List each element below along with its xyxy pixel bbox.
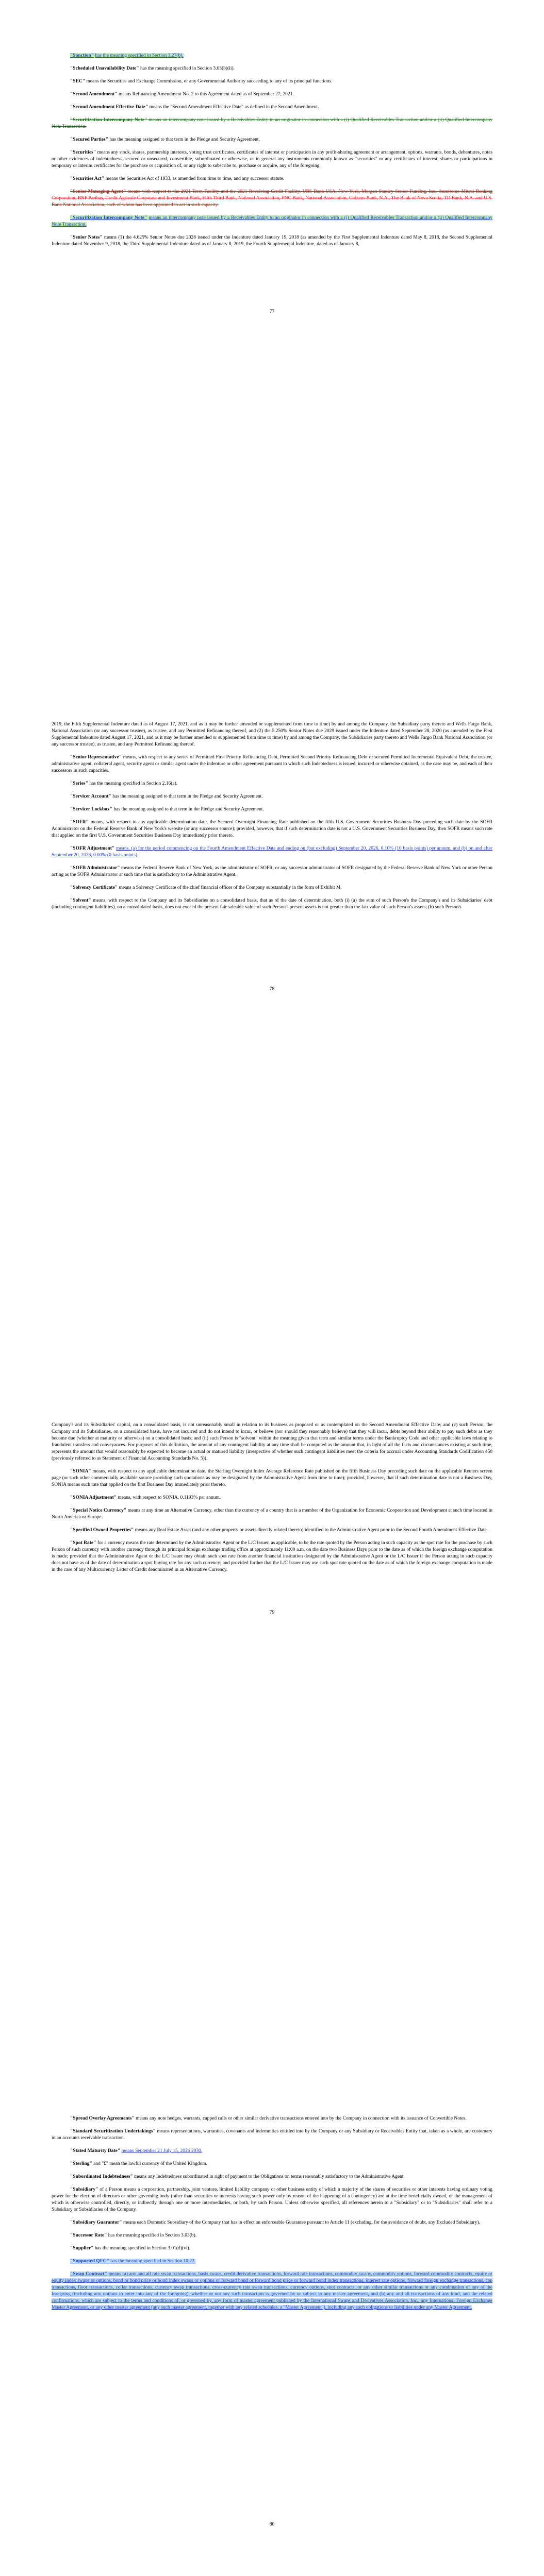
- document-page-78: [0, 690, 544, 1401]
- definition-text: means September 21 July 15, 2026 2030.: [121, 2148, 203, 2154]
- defined-term: Stated Maturity Date: [73, 2148, 118, 2154]
- definition-text: has the meaning assigned to that term in the Pledge and Security Agreement.: [113, 807, 264, 812]
- definition-text: means a Solvency Certificate of the chief financial officer of the Company substantially in the form of Exhibit M.: [119, 885, 342, 890]
- definition-text: has the meaning specified in Section 3.03(b).: [108, 2233, 197, 2238]
- definition-text: means each Domestic Subsidiary of the Company that has in effect an enforceable Guarantee pursuant to Article 11 (excluding, for the avoidance of doubt, any Excluded Subsidiary).: [123, 2220, 480, 2225]
- definition-text: means an intercompany note issued by a Receivables Entity to an originator in connection with a (i) Qualified Receivables Transaction and/or a (ii) Qualified Intercompany Note Transaction.: [52, 215, 493, 227]
- page-body: [52, 721, 492, 917]
- definition-sofr: "SOFR" means, with respect to any applicable determination date, the Secured Overnight Financing Rate published on the fifth U.S. Government Securities Business Day preceding such date by the SOFR Administrator on the Federal Reserve Bank of New York's website (or any successor source); provided, however, that if such determination date is not a U.S. Government Securities Business Day, then SOFR means such rate that applied on the first U.S. Government Securities Business Day immediately prior thereto.: [52, 820, 492, 838]
- definition-text: has the meaning assigned to that term in the Pledge and Security Agreement.: [112, 794, 263, 799]
- defined-term: Supported QFC: [73, 2259, 107, 2264]
- definition-sonia-adjustment: "SONIA Adjustment" means, with respect to SONIA, 0.1193% per annum.: [70, 1495, 221, 1500]
- definition-text: means, (a) for the period commencing on the Fourth Amendment Effective Date and ending on (but excluding) September 20, 2026, 0.10% (10 basis points) per annum, and (b) on and after September 20, 2026, 0.00% (0 basis points).: [52, 846, 493, 858]
- defined-term: Sanction: [73, 53, 91, 58]
- defined-term: Securitization Intercompany Note: [73, 117, 144, 123]
- defined-term: Subsidiary Guarantor: [73, 2220, 120, 2225]
- definition-supported-qfc: "Supported QFC" has the meaning specified in Section 10.22.: [70, 2259, 196, 2264]
- defined-term: Standard Securitization Undertakings: [73, 2129, 153, 2134]
- definition-text: has the meaning specified in Section 3.03(b)(ii).: [140, 66, 235, 71]
- defined-term: SONIA Adjustment: [73, 1495, 114, 1500]
- definition-subsidiary: "Subsidiary" of a Person means a corporation, partnership, joint venture, limited liability company or other business entity of which a majority of the shares of securities or other interests having ordinary voting power for the election of directors or other governing body (other than securities or interests having such power only by reason of the happening of a contingency) are at the time beneficially owned, or the management of which is otherwise controlled, directly, or indirectly through one or more intermediaries, or both, by such Person. Unless otherwise specified, all references herein to a "Subsidiary" or to "Subsidiaries" shall refer to a Subsidiary or Subsidiaries of the Company.: [52, 2187, 492, 2212]
- defined-term: SOFR Adjustment: [73, 846, 112, 851]
- definition-subordinated-indebtedness: "Subordinated Indebtedness" means any Indebtedness subordinated in right of payment to the Obligations on terms reasonably satisfactory to the Administrative Agent.: [70, 2174, 405, 2179]
- defined-term: Special Notice Currency: [73, 1508, 124, 1513]
- definition-sterling: "Sterling" and "£" mean the lawful currency of the United Kingdom.: [70, 2161, 208, 2166]
- definition-text: has the meaning specified in Section 3.27(b).: [95, 53, 184, 58]
- definition-securitization-intercompany-note-added: "Securitization Intercompany Note" means an intercompany note issued by a Receivables Entity to an originator in connection with a (i) Qualified Receivables Transaction and/or a (ii) Qualified Intercompany Note Transaction.: [52, 215, 493, 227]
- defined-term: Series: [73, 781, 86, 786]
- definition-scheduled-unavailability-date: "Scheduled Unavailability Date" has the meaning specified in Section 3.03(b)(ii).: [70, 66, 235, 71]
- definition-securities-act: "Securities Act" means the Securities Act of 1933, as amended from time to time, and any successor statute.: [70, 176, 285, 181]
- defined-term: Specified Owned Properties: [73, 1528, 131, 1533]
- definition-text: means the Federal Reserve Bank of New York, as the administrator of SOFR, or any successor administrator of SOFR designated by the Federal Reserve Bank of New York or other Person acting as the SOFR Administrator at such time that is satisfactory to the Administrative Agent.: [52, 866, 493, 877]
- definition-text: means (a) any and all rate swap transactions, basis swaps, credit derivative transactions, forward rate transactions, commodity swaps, commodity options, forward commodity contracts, equity or equity index swaps or options, bond or bond price or bond index swaps or options or forward bond or forward bond price or forward bond index transactions, interest rate options, forward foreign exchange transactions, cap transactions, floor transactions, collar transactions, currency swap transactions, cross-currency rate swap transactions, currency options, spot contracts, or any other similar transactions or any combination of any of the foregoing (including any options to enter into any of the foregoing), whether or not any such transaction is governed by or subject to any master agreement, and (b) any and all transactions of any kind, and the related confirmations, which are subject to the terms and conditions of, or governed by, any form of master agreement published by the International Swaps and Derivatives Association, Inc., any International Foreign Exchange Master Agreement, or any other master agreement (any such master agreement, together with any related schedules, a "Master Agreement"), including any such obligations or liabilities under any Master Agreement.: [52, 2272, 493, 2310]
- definition-text: means any note hedges, warrants, capped calls or other similar derivative transactions entered into by the Company in connection with its issuance of Convertible Notes.: [136, 2116, 467, 2121]
- defined-term: SONIA: [73, 1469, 89, 1474]
- definition-secured-parties: "Secured Parties" has the meaning assigned to that term in the Pledge and Security Agreement.: [70, 137, 260, 142]
- definition-sonia: "SONIA" means, with respect to any applicable determination date, the Sterling Overnight Index Average Reference Rate published on the fifth Business Day preceding such date on the applicable Reuters screen page (or such other commercially available source providing such quotations as may be designated by the Administrative Agent from time to time); provided, however, that if such determination date is not a Business Day, SONIA means such rate that applied on the first Business Day immediately prior thereto.: [52, 1469, 493, 1487]
- definition-text: means the Securities Act of 1933, as amended from time to time, and any successor statute.: [105, 176, 285, 181]
- page-number: 78: [269, 987, 275, 992]
- definition-text: means (1) the 4.625% Senior Notes due 2028 issued under the Indenture dated January 19, 2018 (as amended by the First Supplemental Indenture dated May 8, 2018, the Second Supplemental Indenture dated November 9, 2018, the Third Supplemental Indenture dated as of January 8, 2019, the Fourth Supplemental Indenture, dated as of January 8,: [52, 235, 493, 247]
- definition-sanction: "Sanction" has the meaning specified in Section 3.27(b).: [70, 53, 184, 58]
- document-page-80: [0, 2112, 544, 2576]
- defined-term: Subsidiary: [73, 2187, 96, 2192]
- defined-term: Second Amendment: [73, 92, 115, 97]
- defined-term: Senior Notes: [73, 235, 100, 240]
- definition-swap-contract: "Swap Contract" means (a) any and all rate swap transactions, basis swaps, credit derivative transactions, forward rate transactions, commodity swaps, commodity options, forward commodity contracts, equity or equity index swaps or options, bond or bond price or bond index swaps or options or forward bond or forward bond price or forward bond index transactions, interest rate options, forward foreign exchange transactions, cap transactions, floor transactions, collar transactions, currency swap transactions, cross-currency rate swap transactions, currency options, spot contracts, or any other similar transactions or any combination of any of the foregoing (including any options to enter into any of the foregoing), whether or not any such transaction is governed by or subject to any master agreement, and (b) any and all transactions of any kind, and the related confirmations, which are subject to the terms and conditions of, or governed by, any form of master agreement published by the International Swaps and Derivatives Association, Inc., any International Foreign Exchange Master Agreement, or any other master agreement (any such master agreement, together with any related schedules, a "Master Agreement"), including any such obligations or liabilities under any Master Agreement.: [52, 2272, 493, 2310]
- definition-special-notice-currency: "Special Notice Currency" means at any time an Alternative Currency, other than the currency of a country that is a member of the Organization for Economic Cooperation and Development at such time located in North America or Europe.: [52, 1508, 493, 1520]
- definition-senior-representative: "Senior Representative" means, with respect to any series of Permitted First Priority Refinancing Debt, Permitted Second Priority Refinancing Debt or secured Permitted Incremental Equivalent Debt, the trustee, administrative agent, collateral agent, security agent or similar agent under the indenture or other agreement pursuant to which such Indebtedness is issued, incurred or otherwise obtained, as the case may be, and each of their successors in such capacities.: [52, 755, 492, 773]
- definition-text: means Refinancing Amendment No. 2 to this Agreement dated as of September 27, 2021.: [118, 92, 294, 97]
- definition-text: means at any time an Alternative Currency, other than the currency of a country that is a member of the Organization for Economic Cooperation and Development at such time located in North America or Europe.: [52, 1508, 493, 1520]
- document-page-79: [0, 1401, 544, 2112]
- definition-stated-maturity-date: "Stated Maturity Date" means September 21 July 15, 2026 2030.: [70, 2148, 203, 2154]
- defined-term: Sterling: [73, 2161, 90, 2166]
- defined-term: Supplier: [73, 2246, 91, 2251]
- definition-text: means with respect to the 2021 Term Facility and the 2021 Revolving Credit Facility, UBS Bank USA, New York, Morgan Stanley Senior Funding, Inc., Sumitomo Mitsui Banking Corporation, BNP Paribas, Credit Agricole Corporate and Investment Bank, Fifth Third Bank, National Association, PNC Bank, National Association, Citizens Bank, N.A., The Bank of Nova Scotia, TD Bank, N.A. and U.S. Bank National Association, each of whom has been appointed to act in such capacity.: [52, 189, 493, 208]
- definition-servicer-account: "Servicer Account" has the meaning assigned to that term in the Pledge and Security Agreement.: [70, 794, 263, 799]
- definition-sofr-adjustment: "SOFR Adjustment" means, (a) for the period commencing on the Fourth Amendment Effective Date and ending on (but excluding) September 20, 2026, 0.10% (10 basis points) per annum, and (b) on and after September 20, 2026, 0.00% (0 basis points).: [52, 846, 493, 858]
- definition-sec: "SEC" means the Securities and Exchange Commission, or any Governmental Authority succeeding to any of its principal functions.: [70, 79, 333, 84]
- definition-text: Company's and its Subsidiaries' capital, on a consolidated basis, is not unreasonably small in relation to its business as proposed or as contemplated on the Second Amendment Effective Date; and (c) such Person, the Company and its Subsidiaries, on a consolidated basis, have not incurred and do not intend to incur, or believe (nor should they reasonably believe) that they will incur, debts beyond their ability to pay such debts as they become due (whether at maturity or otherwise) on a consolidated basis; and (ii) such Person is "solvent" within the meaning given that term and similar terms under the Bankruptcy Code and other applicable laws relating to fraudulent transfers and conveyances. For purposes of this definition, the amount of any contingent liability at any time shall be computed as the amount that, in light of all the facts and circumstances existing at such time, represents the amount that would reasonably be expected to become an actual or matured liability (irrespective of whether such contingent liabilities meet the criteria for accrual under Accounting Standards Codification 450 (previously referred to as Statement of Financial Accounting Standards No. 5)).: [52, 1422, 492, 1461]
- definition-text: means, with respect to any applicable determination date, the Secured Overnight Financing Rate published on the fifth U.S. Government Securities Business Day preceding such date by the SOFR Administrator on the Federal Reserve Bank of New York's website (or any successor source); provided, however, that if such determination date is not a U.S. Government Securities Business Day, then SOFR means such rate that applied on the first U.S. Government Securities Business Day immediately prior thereto.: [52, 820, 492, 838]
- definition-text: has the meaning specified in Section 10.22.: [110, 2259, 196, 2264]
- definition-spot-rate: "Spot Rate" for a currency means the rate determined by the Administrative Agent or the L/C Issuer, as applicable, to be the rate quoted by the Person acting in such capacity as the spot rate for the purchase by such Person of such currency with another currency through its principal foreign exchange trading office at approximately 11:00 a.m. on the date two Business Days prior to the date as of which the foreign exchange computation is made; provided that the Administrative Agent or the L/C Issuer may obtain such spot rate from another financial institution designated by the Administrative Agent or the L/C Issuer if the Person acting in such capacity does not have as of the date of determination a spot buying rate for any such currency; and provided further that the L/C Issuer may use such spot rate quoted on the date as of which the foreign exchange computation is made in the case of any Multicurrency Letter of Credit denominated in an Alternative Currency.: [52, 1540, 493, 1572]
- defined-term: Subordinated Indebtedness: [73, 2174, 130, 2179]
- definition-sofr-administrator: "SOFR Administrator" means the Federal Reserve Bank of New York, as the administrator of SOFR, or any successor administrator of SOFR designated by the Federal Reserve Bank of New York or other Person acting as the SOFR Administrator at such time that is satisfactory to the Administrative Agent.: [52, 866, 493, 877]
- definition-senior-notes: "Senior Notes" means (1) the 4.625% Senior Notes due 2028 issued under the Indenture dated January 19, 2018 (as amended by the First Supplemental Indenture dated May 8, 2018, the Second Supplemental Indenture dated November 9, 2018, the Third Supplemental Indenture dated as of January 8, 2019, the Fourth Supplemental Indenture, dated as of January 8,: [52, 235, 493, 247]
- definition-text: has the meaning specified in Section 3.01(d)(vi).: [94, 2246, 190, 2251]
- definition-specified-owned-properties: "Specified Owned Properties" means any Real Estate Asset (and any other property or assets directly related thereto) identified to the Administrative Agent prior to the Second Fourth Amendment Effective Date.: [70, 1528, 488, 1533]
- defined-term: Successor Rate: [73, 2233, 105, 2238]
- defined-term: Servicer Account: [73, 794, 109, 799]
- page-body: [52, 2115, 492, 2317]
- defined-term: Solvent: [73, 898, 89, 903]
- definition-text: 2019, the Fifth Supplemental Indenture dated as of August 17, 2021, and as it may be further amended or supplemented from time to time) by and among the Company, the Subsidiary party thereto and Wells Fargo Bank, National Association (or any successor trustee), as trustee, and any Permitted Refinancing thereof, and (2) the 5.250% Senior Notes due 2029 issued under the Indenture dated September 28, 2020 (as amended by the First Supplemental Indenture dated August 17, 2021, and as it may be further amended or supplemented from time to time) by and among the Company, the Subsidiaries party thereto and Wells Fargo Bank National Association (or any successor trustee), as trustee, and any Permitted Refinancing thereof.: [52, 722, 492, 747]
- definition-successor-rate: "Successor Rate" has the meaning specified in Section 3.03(b).: [70, 2233, 197, 2238]
- definition-supplier: "Supplier" has the meaning specified in Section 3.01(d)(vi).: [70, 2246, 190, 2251]
- definition-text: has the meaning specified in Section 2.16(a).: [89, 781, 178, 786]
- page-number: 77: [269, 309, 275, 314]
- definition-subsidiary-guarantor: "Subsidiary Guarantor" means each Domestic Subsidiary of the Company that has in effect an enforceable Guarantee pursuant to Article 11 (excluding, for the avoidance of doubt, any Excluded Subsidiary).: [70, 2220, 480, 2225]
- definition-text: means any Indebtedness subordinated in right of payment to the Obligations on terms reasonably satisfactory to the Administrative Agent.: [134, 2174, 405, 2179]
- defined-term: Second Amendment Effective Date: [73, 105, 145, 110]
- definition-text: means the Securities and Exchange Commission, or any Governmental Authority succeeding to any of its principal functions.: [86, 79, 333, 84]
- defined-term: Secured Parties: [73, 137, 106, 142]
- defined-term: SEC: [73, 79, 83, 84]
- definition-text: means, with respect to any applicable determination date, the Sterling Overnight Index Average Reference Rate published on the fifth Business Day preceding such date on the applicable Reuters screen page (or such other commercially available source providing such quotations as may be designated by the Administrative Agent from time to time); provided, however, that if such determination date is not a Business Day, SONIA means such rate that applied on the first Business Day immediately prior thereto.: [52, 1469, 493, 1487]
- defined-term: Scheduled Unavailability Date: [73, 66, 137, 71]
- definition-text: means an intercompany note issued by a Receivables Entity to an originator in connection with a (i) Qualified Receivables Transaction and/or a (ii) Qualified Intercompany Note Transaction.: [52, 117, 493, 129]
- defined-term: Senior Managing Agent: [73, 189, 123, 194]
- defined-term: Senior Representative: [73, 755, 119, 760]
- definition-text: and "£" mean the lawful currency of the United Kingdom.: [93, 2161, 208, 2166]
- senior-notes-continued: [52, 721, 492, 748]
- defined-term: Securitization Intercompany Note: [73, 215, 144, 221]
- defined-term: Solvency Certificate: [73, 885, 115, 890]
- definition-second-amendment: "Second Amendment" means Refinancing Amendment No. 2 to this Agreement dated as of September 27, 2021.: [70, 92, 294, 97]
- definition-text: means, with respect to the Company and its Subsidiaries on a consolidated basis, that as of the date of determination, both (i) (a) the sum of such Person's the Company's and its Subsidiaries' debt (including contingent liabilities), on a consolidated basis, does not exceed the present fair saleable value of such Person's present assets is not greater than the fair value of such Person's assets; (b) such Person's: [52, 898, 493, 910]
- defined-term: Servicer Lockbox: [73, 807, 110, 812]
- solvent-continued: [52, 1422, 492, 1462]
- definition-text: for a currency means the rate determined by the Administrative Agent or the L/C Issuer, as applicable, to be the rate quoted by the Person acting in such capacity as the spot rate for the purchase by such Person of such currency with another currency through its principal foreign exchange trading office at approximately 11:00 a.m. on the date two Business Days prior to the date as of which the foreign exchange computation is made; provided that the Administrative Agent or the L/C Issuer may obtain such spot rate from another financial institution designated by the Administrative Agent or the L/C Issuer if the Person acting in such capacity does not have as of the date of determination a spot buying rate for any such currency; and provided further that the L/C Issuer may use such spot rate quoted on the date as of which the foreign exchange computation is made in the case of any Multicurrency Letter of Credit denominated in an Alternative Currency.: [52, 1540, 493, 1572]
- definition-text: means, with respect to SONIA, 0.1193% per annum.: [118, 1495, 221, 1500]
- definition-text: has the meaning assigned to that term in the Pledge and Security Agreement.: [109, 137, 260, 142]
- definition-text: means representations, warranties, covenants and indemnities entitled into by the Company or any Subsidiary or Receivables Entity that, taken as a whole, are customary in an accounts receivable transaction.: [52, 2129, 492, 2141]
- defined-term: Spread Overlay Agreements: [73, 2116, 132, 2121]
- definition-solvent: "Solvent" means, with respect to the Company and its Subsidiaries on a consolidated basis, that as of the date of determination, both (i) (a) the sum of such Person's the Company's and its Subsidiaries' debt (including contingent liabilities), on a consolidated basis, does not exceed the present fair saleable value of such Person's present assets is not greater than the fair value of such Person's assets; (b) such Person's: [52, 898, 493, 910]
- defined-term: Swap Contract: [73, 2272, 105, 2277]
- defined-term: SOFR: [73, 820, 86, 825]
- definition-securitization-intercompany-note-deleted: "Securitization Intercompany Note" means an intercompany note issued by a Receivables Entity to an originator in connection with a (i) Qualified Receivables Transaction and/or a (ii) Qualified Intercompany Note Transaction.: [52, 117, 493, 129]
- defined-term: Securities: [73, 150, 93, 155]
- page-number: 79: [269, 1610, 275, 1615]
- page-body: [52, 1422, 492, 1580]
- definition-text: means any Real Estate Asset (and any other property or assets directly related thereto) identified to the Administrative Agent prior to the Second Fourth Amendment Effective Date.: [135, 1528, 488, 1533]
- defined-term: Spot Rate: [73, 1540, 94, 1546]
- document-page-77: [0, 0, 544, 690]
- defined-term: Securities Act: [73, 176, 102, 181]
- definition-solvency-certificate: "Solvency Certificate" means a Solvency Certificate of the chief financial officer of the Company substantially in the form of Exhibit M.: [70, 885, 342, 890]
- definition-securities: "Securities" means any stock, shares, partnership interests, voting trust certificates, certificates of interest or participation in any profit-sharing agreement or arrangement, options, warrants, bonds, debentures, notes or other evidences of indebtedness, secured or unsecured, convertible, subordinated or otherwise, or in general any instruments commonly known as "securities" or any certificates of interest, shares or participations in temporary or interim certificates for the purchase or acquisition of, or any right to subscribe to, purchase or acquire, any of the foregoing.: [52, 150, 493, 168]
- definition-second-amendment-effective-date: "Second Amendment Effective Date" means the "Second Amendment Effective Date" as defined in the Second Amendment.: [70, 105, 319, 110]
- defined-term: SOFR Administrator: [73, 866, 118, 871]
- definition-text: means any stock, shares, partnership interests, voting trust certificates, certificates of interest or participation in any profit-sharing agreement or arrangement, options, warrants, bonds, debentures, notes or other evidences of indebtedness, secured or unsecured, convertible, subordinated or otherwise, or in general any instruments commonly known as "securities" or any certificates of interest, shares or participations in temporary or interim certificates for the purchase or acquisition of, or any right to subscribe to, purchase or acquire, any of the foregoing.: [52, 150, 493, 168]
- definition-series: "Series" has the meaning specified in Section 2.16(a).: [70, 781, 178, 786]
- definition-text: means, with respect to any series of Permitted First Priority Refinancing Debt, Permitted Second Priority Refinancing Debt or secured Permitted Incremental Equivalent Debt, the trustee, administrative agent, collateral agent, security agent or similar agent under the indenture or other agreement pursuant to which such Indebtedness is issued, incurred or otherwise obtained, as the case may be, and each of their successors in such capacities.: [52, 755, 492, 773]
- definition-standard-securitization-undertakings: "Standard Securitization Undertakings" means representations, warranties, covenants and indemnities entitled into by the Company or any Subsidiary or Receivables Entity that, taken as a whole, are customary in an accounts receivable transaction.: [52, 2129, 492, 2141]
- definition-servicer-lockbox: "Servicer Lockbox" has the meaning assigned to that term in the Pledge and Security Agreement.: [70, 807, 264, 812]
- definition-text: of a Person means a corporation, partnership, joint venture, limited liability company or other business entity of which a majority of the shares of securities or other interests having ordinary voting power for the election of directors or other governing body (other than securities or interests having such power only by reason of the happening of a contingency) are at the time beneficially owned, or the management of which is otherwise controlled, directly, or indirectly through one or more intermediaries, or both, by such Person. Unless otherwise specified, all references herein to a "Subsidiary" or to "Subsidiaries" shall refer to a Subsidiary or Subsidiaries of the Company.: [52, 2187, 492, 2212]
- definition-spread-overlay-agreements: "Spread Overlay Agreements" means any note hedges, warrants, capped calls or other similar derivative transactions entered into by the Company in connection with its issuance of Convertible Notes.: [70, 2116, 467, 2121]
- page-body: [52, 53, 492, 254]
- page-number: 80: [269, 2522, 275, 2527]
- definition-senior-managing-agent-deleted: "Senior Managing Agent" means with respect to the 2021 Term Facility and the 2021 Revolving Credit Facility, UBS Bank USA, New York, Morgan Stanley Senior Funding, Inc., Sumitomo Mitsui Banking Corporation, BNP Paribas, Credit Agricole Corporate and Investment Bank, Fifth Third Bank, National Association, PNC Bank, National Association, Citizens Bank, N.A., The Bank of Nova Scotia, TD Bank, N.A. and U.S. Bank National Association, each of whom has been appointed to act in such capacity.: [52, 189, 493, 208]
- definition-text: means the "Second Amendment Effective Date" as defined in the Second Amendment.: [149, 105, 319, 110]
